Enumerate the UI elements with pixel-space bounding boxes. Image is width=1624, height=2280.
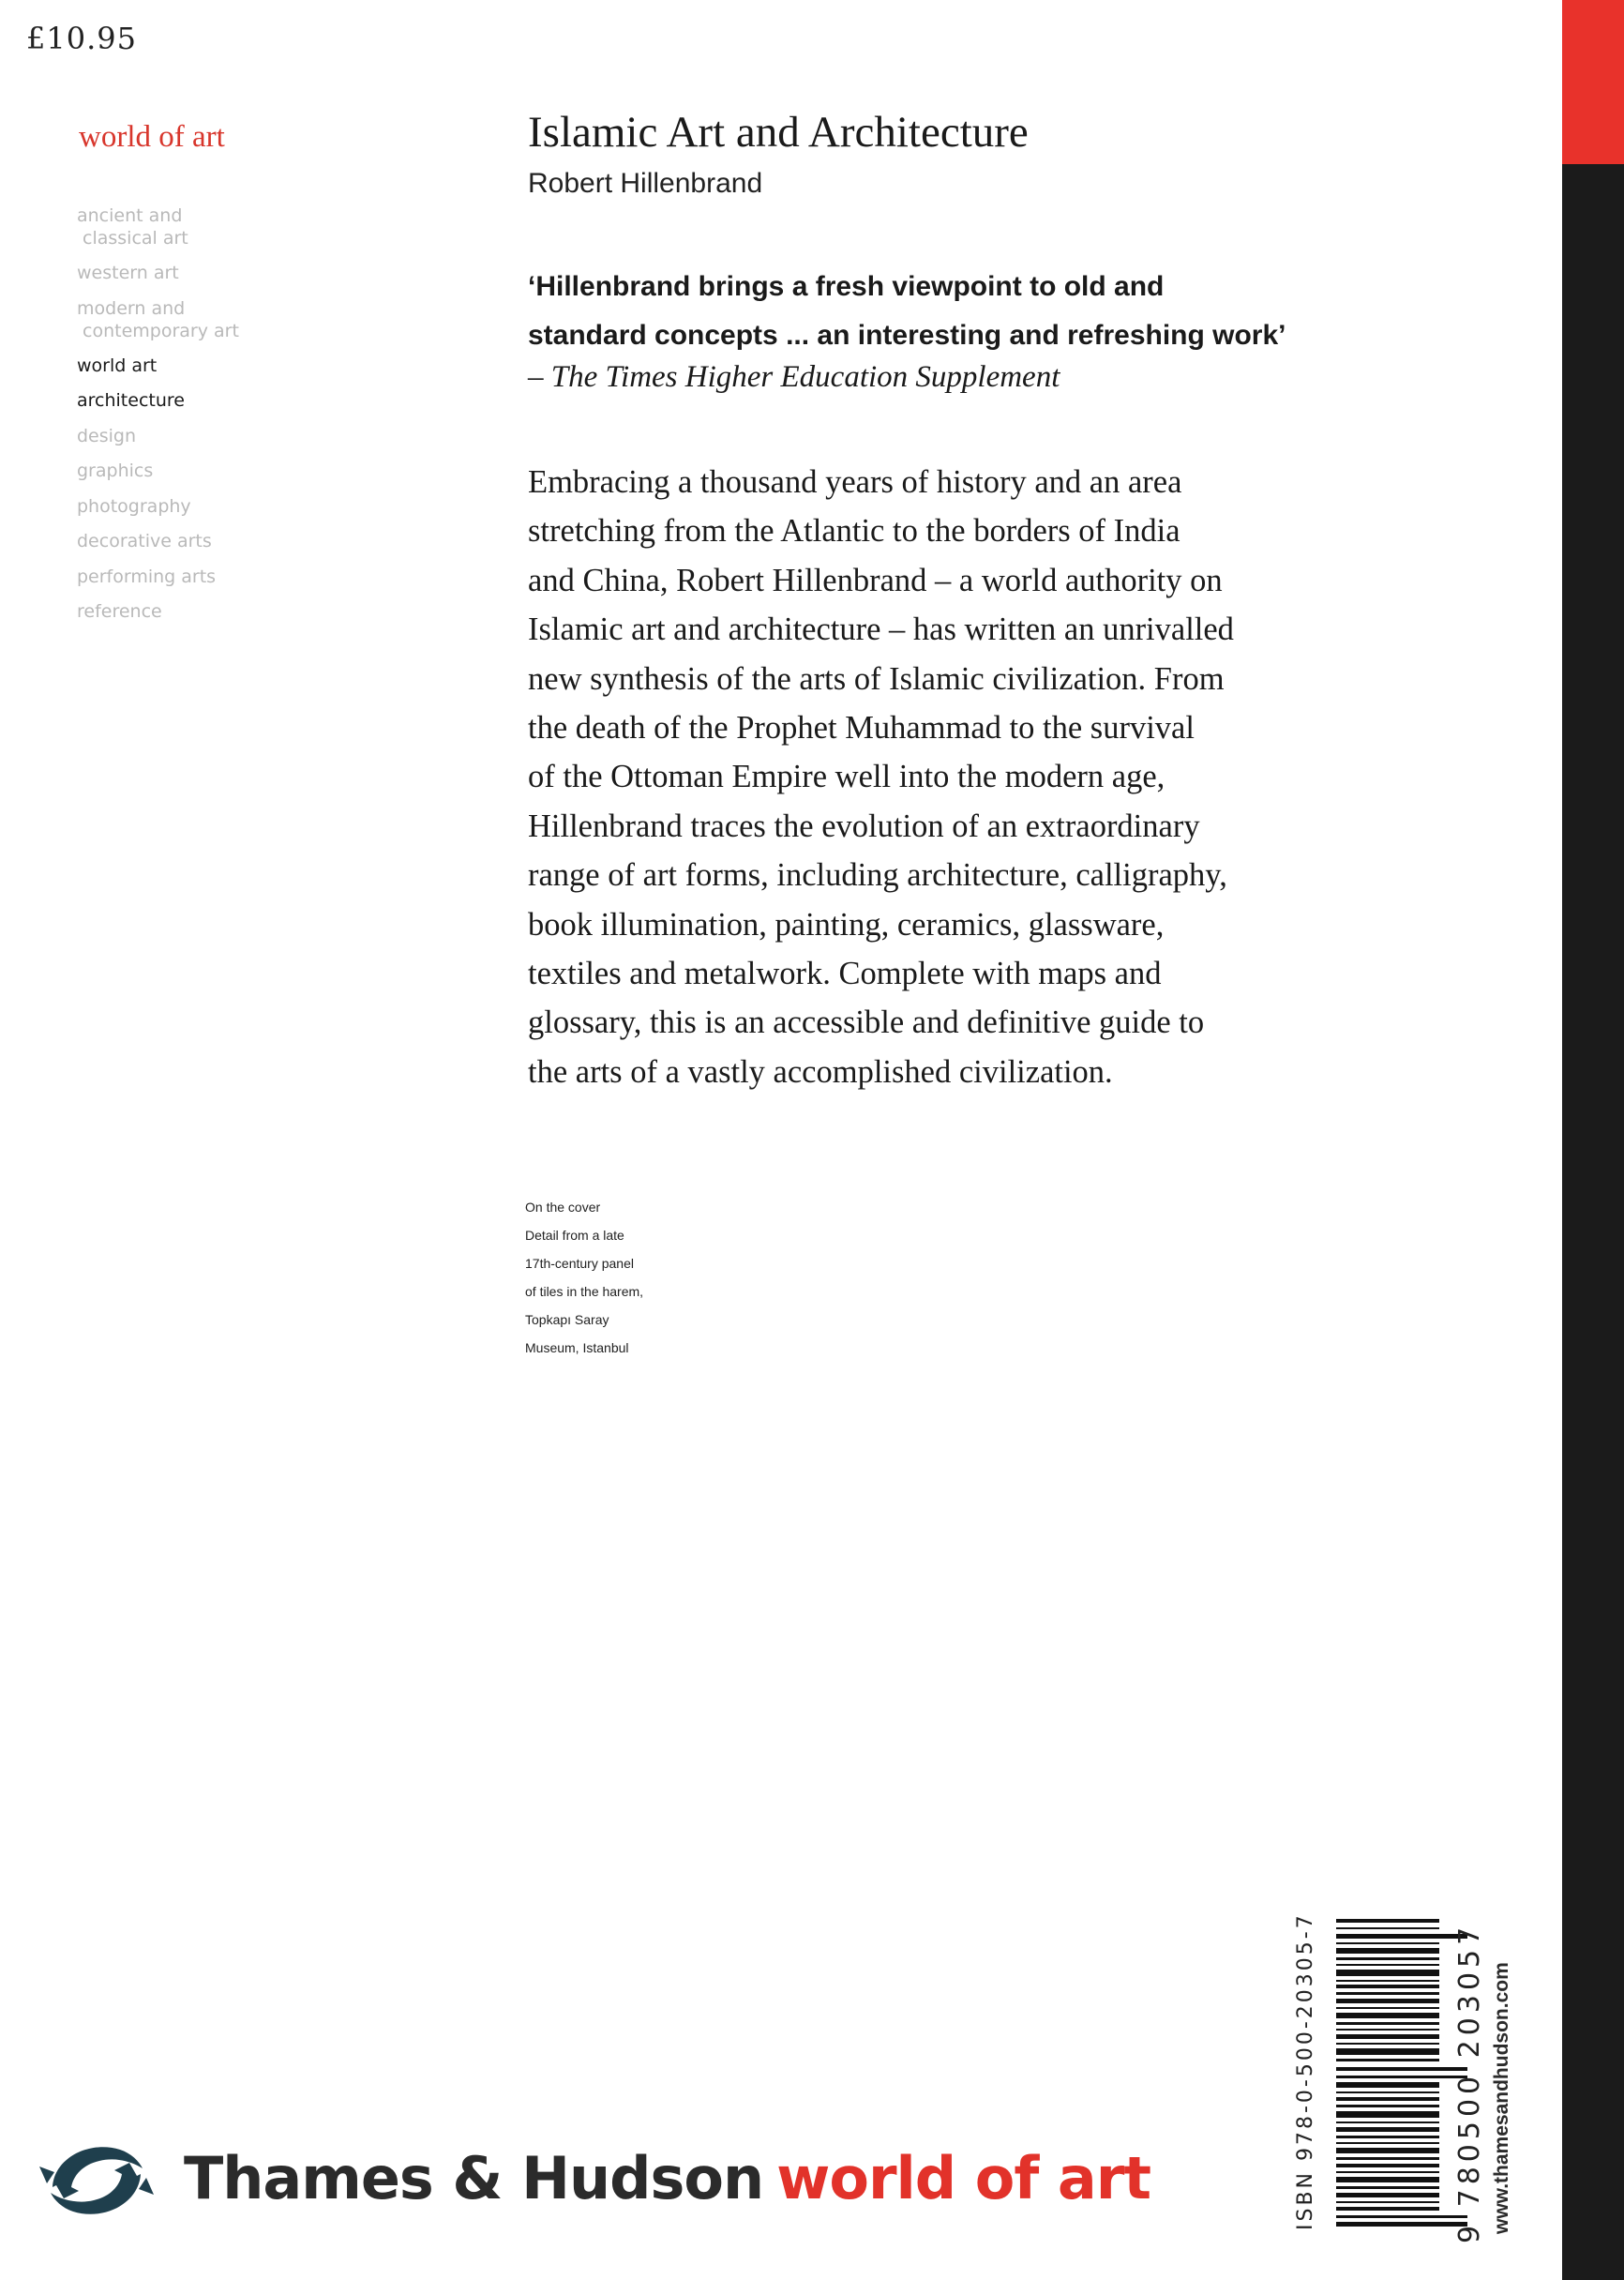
category-item — [77, 199, 293, 256]
blurb-line: the death of the Prophet Muhammad to the survival — [528, 710, 1195, 747]
isbn-label: ISBN 978-0-500-20305-7 — [1294, 1912, 1317, 2230]
category-item — [77, 454, 293, 490]
blurb-line: glossary, this is an accessible and definitive guide to — [528, 1004, 1205, 1041]
category-item — [77, 524, 293, 560]
cover-credit-line: Museum, Istanbul — [525, 1340, 629, 1355]
category-label: world art — [77, 355, 158, 376]
category-label: reference — [77, 601, 162, 622]
blurb-line: new synthesis of the arts of Islamic civilization. From — [528, 660, 1225, 697]
category-label: design — [77, 425, 137, 446]
blurb-line: range of art forms, including architecture, calligraphy, — [528, 857, 1227, 894]
blurb-line: the arts of a vastly accomplished civilization. — [528, 1053, 1113, 1090]
barcode-icon — [1336, 1919, 1467, 2228]
dolphins-logo-icon — [34, 2129, 159, 2232]
blurb-line: stretching from the Atlantic to the borders of India — [528, 513, 1180, 550]
review-quote-line: ‘Hillenbrand brings a fresh viewpoint to old and — [528, 271, 1165, 302]
category-item-active — [77, 384, 293, 419]
series-name: world of art — [776, 2144, 1150, 2212]
category-label-line2: classical art — [83, 228, 188, 249]
category-item — [77, 490, 293, 525]
book-blurb — [528, 458, 1400, 1096]
blurb-line: and China, Robert Hillenbrand – a world authority on — [528, 562, 1223, 598]
publisher-name: Thames & Hudson — [184, 2144, 764, 2212]
review-quote — [528, 263, 1353, 360]
cover-credit-line: On the cover — [525, 1200, 601, 1215]
cover-credit-line: 17th-century panel — [525, 1256, 634, 1271]
book-title: Islamic Art and Architecture — [528, 108, 1029, 157]
blurb-line: Hillenbrand traces the evolution of an extraordinary — [528, 808, 1200, 844]
category-list — [77, 199, 293, 630]
cover-credit-line: Detail from a late — [525, 1228, 624, 1243]
book-author: Robert Hillenbrand — [528, 168, 763, 199]
category-item — [77, 256, 293, 292]
barcode-digits: 9 780500 203057 — [1453, 1922, 1486, 2243]
category-label: graphics — [77, 461, 154, 481]
category-label: modern and — [77, 297, 186, 319]
blurb-line: textiles and metalwork. Complete with maps and — [528, 956, 1162, 992]
category-label: ancient and — [77, 205, 183, 226]
category-item-active — [77, 349, 293, 385]
category-item — [77, 595, 293, 630]
category-label: performing arts — [77, 566, 217, 587]
series-title: world of art — [79, 120, 225, 154]
price-label: £10.95 — [26, 21, 137, 56]
cover-credit-line: Topkapı Saray — [525, 1312, 609, 1327]
review-source: – The Times Higher Education Supplement — [528, 360, 1060, 394]
category-label: photography — [77, 495, 191, 517]
cover-credit-line: of tiles in the harem, — [525, 1284, 644, 1299]
category-label-line2: contemporary art — [83, 320, 239, 341]
blurb-line: of the Ottoman Empire well into the modern age, — [528, 759, 1165, 795]
category-item — [77, 292, 293, 349]
cover-credit — [525, 1193, 643, 1362]
spine-red-band — [1562, 0, 1624, 164]
publisher-website: www.thamesandhudson.com — [1491, 1962, 1512, 2234]
category-label: western art — [77, 263, 179, 283]
category-label: architecture — [77, 390, 185, 411]
category-item — [77, 419, 293, 455]
publisher-brand — [184, 2144, 1150, 2212]
spine-black-band — [1562, 164, 1624, 2280]
review-quote-line: standard concepts ... an interesting and refreshing work’ — [528, 320, 1286, 351]
category-label: decorative arts — [77, 531, 212, 551]
blurb-line: Islamic art and architecture – has written an unrivalled — [528, 612, 1234, 648]
category-item — [77, 560, 293, 596]
blurb-line: book illumination, painting, ceramics, glassware, — [528, 906, 1165, 943]
blurb-line: Embracing a thousand years of history and an area — [528, 464, 1182, 500]
